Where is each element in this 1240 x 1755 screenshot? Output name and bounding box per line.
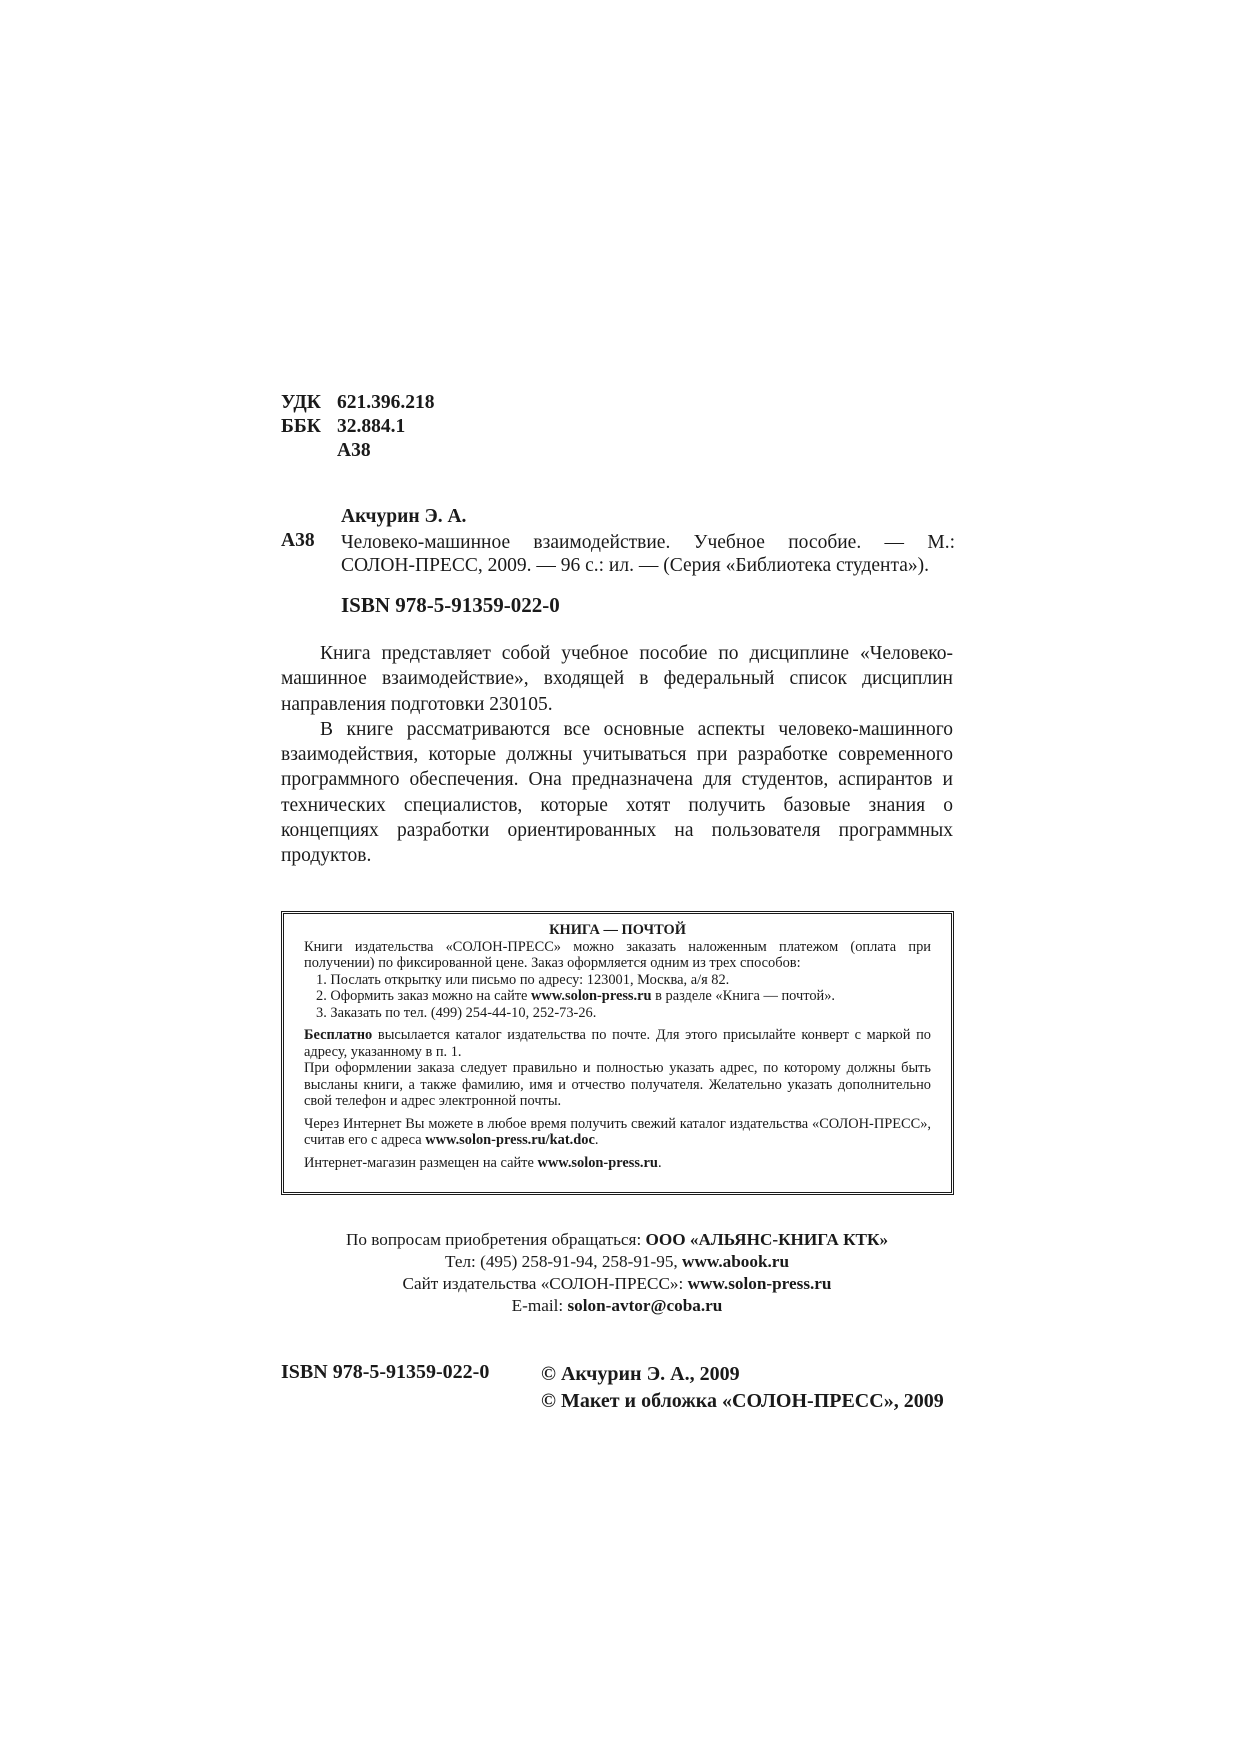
isbn-bottom: ISBN 978-5-91359-022-0 [281, 1361, 490, 1383]
isbn-main: ISBN 978-5-91359-022-0 [341, 593, 560, 617]
author-name: Акчурин Э. А. [341, 506, 467, 527]
annotation [281, 641, 953, 869]
mail-order-item-3: 3. Заказать по тел. (499) 254-44-10, 252-73-26. [316, 1004, 597, 1021]
udk-label: УДК [281, 392, 321, 413]
bbk-row [281, 415, 435, 439]
free-catalog-note: Бесплатно высылается каталог издательства по почте. Для этого присылайте конверт с маркой по адресу, указанному в п. 1. [304, 1027, 931, 1060]
mail-order-item-1: 1. Послать открытку или письмо по адресу: 123001, Москва, а/я 82. [316, 971, 730, 988]
contacts-line-2: Тел: (495) 258-91-94, 258-91-95, www.abook.ru [444, 1252, 789, 1271]
bib-code: А38 [281, 530, 315, 551]
abook-link[interactable]: www.abook.ru [682, 1252, 789, 1271]
publisher-site-link[interactable]: www.solon-press.ru [687, 1274, 832, 1293]
copyright-block [541, 1361, 944, 1415]
mail-order-item-2: 2. Оформить заказ можно на сайте www.solon-press.ru в разделе «Книга — почтой». [316, 988, 836, 1004]
online-shop-note: Интернет-магазин размещен на сайте www.solon-press.ru. [304, 1154, 662, 1171]
classification-block [281, 391, 435, 463]
bib-title-line1: Человеко-машинное взаимодействие. Учебное пособие. — М.: [341, 532, 955, 553]
contacts-line-3: Сайт издательства «СОЛОН-ПРЕСС»: www.solon-press.ru [402, 1274, 832, 1293]
distributor-name: ООО «АЛЬЯНС-КНИГА КТК» [645, 1230, 889, 1249]
site-link[interactable]: www.solon-press.ru [531, 988, 652, 1004]
annotation-paragraph-2: В книге рассматриваются все основные аспекты человеко-машинного взаимодействия, которые должны учитываться при разработке современного программного обеспечения. Она предназначена для студентов, аспирантов и технических специалистов, которые хотят получить базовые знания о концепциях разработки ориентированных на пользователя программных продуктов. [281, 718, 953, 867]
author-mark: А38 [337, 440, 371, 461]
address-note: При оформлении заказа следует правильно и полностью указать адрес, по которому должны быть высланы книги, а также фамилию, имя и отчество получателя. Желательно указать дополнительно свой телефон и адрес электронной почты. [304, 1060, 931, 1109]
mail-order-intro: Книги издательства «СОЛОН-ПРЕСС» можно заказать наложенным платежом (оплата при получении) по фиксированной цене. Заказ оформляется одним из трех способов: [304, 938, 931, 971]
bbk-value: 32.884.1 [337, 416, 406, 437]
copyright-author: © Акчурин Э. А., 2009 [541, 1363, 740, 1385]
mail-order-box [281, 911, 954, 1195]
internet-catalog-note: Через Интернет Вы можете в любое время получить свежий каталог издательства «СОЛОН-ПРЕСС», считав его с адреса www.solon-press.ru/kat.doc. [304, 1115, 931, 1148]
udk-row [281, 391, 435, 415]
mail-order-title: КНИГА — ПОЧТОЙ [549, 922, 686, 938]
contacts-block [281, 1229, 953, 1317]
contacts-line-4: E-mail: solon-avtor@coba.ru [511, 1296, 723, 1315]
bbk-label: ББК [281, 416, 321, 437]
email-link[interactable]: solon-avtor@coba.ru [567, 1296, 723, 1315]
annotation-paragraph-1: Книга представляет собой учебное пособие по дисциплине «Человеко-машинное взаимодействие», входящей в федеральный список дисциплин направления подготовки 230105. [281, 643, 953, 715]
catalog-link[interactable]: www.solon-press.ru/kat.doc [425, 1132, 595, 1148]
udk-value: 621.396.218 [337, 392, 435, 413]
bib-title-line2: СОЛОН-ПРЕСС, 2009. — 96 с.: ил. — (Серия «Библиотека студента»). [341, 555, 929, 576]
shop-link[interactable]: www.solon-press.ru [537, 1154, 658, 1171]
copyright-publisher: © Макет и обложка «СОЛОН-ПРЕСС», 2009 [541, 1390, 944, 1412]
contacts-line-1: По вопросам приобретения обращаться: ООО «АЛЬЯНС-КНИГА КТК» [345, 1230, 889, 1249]
